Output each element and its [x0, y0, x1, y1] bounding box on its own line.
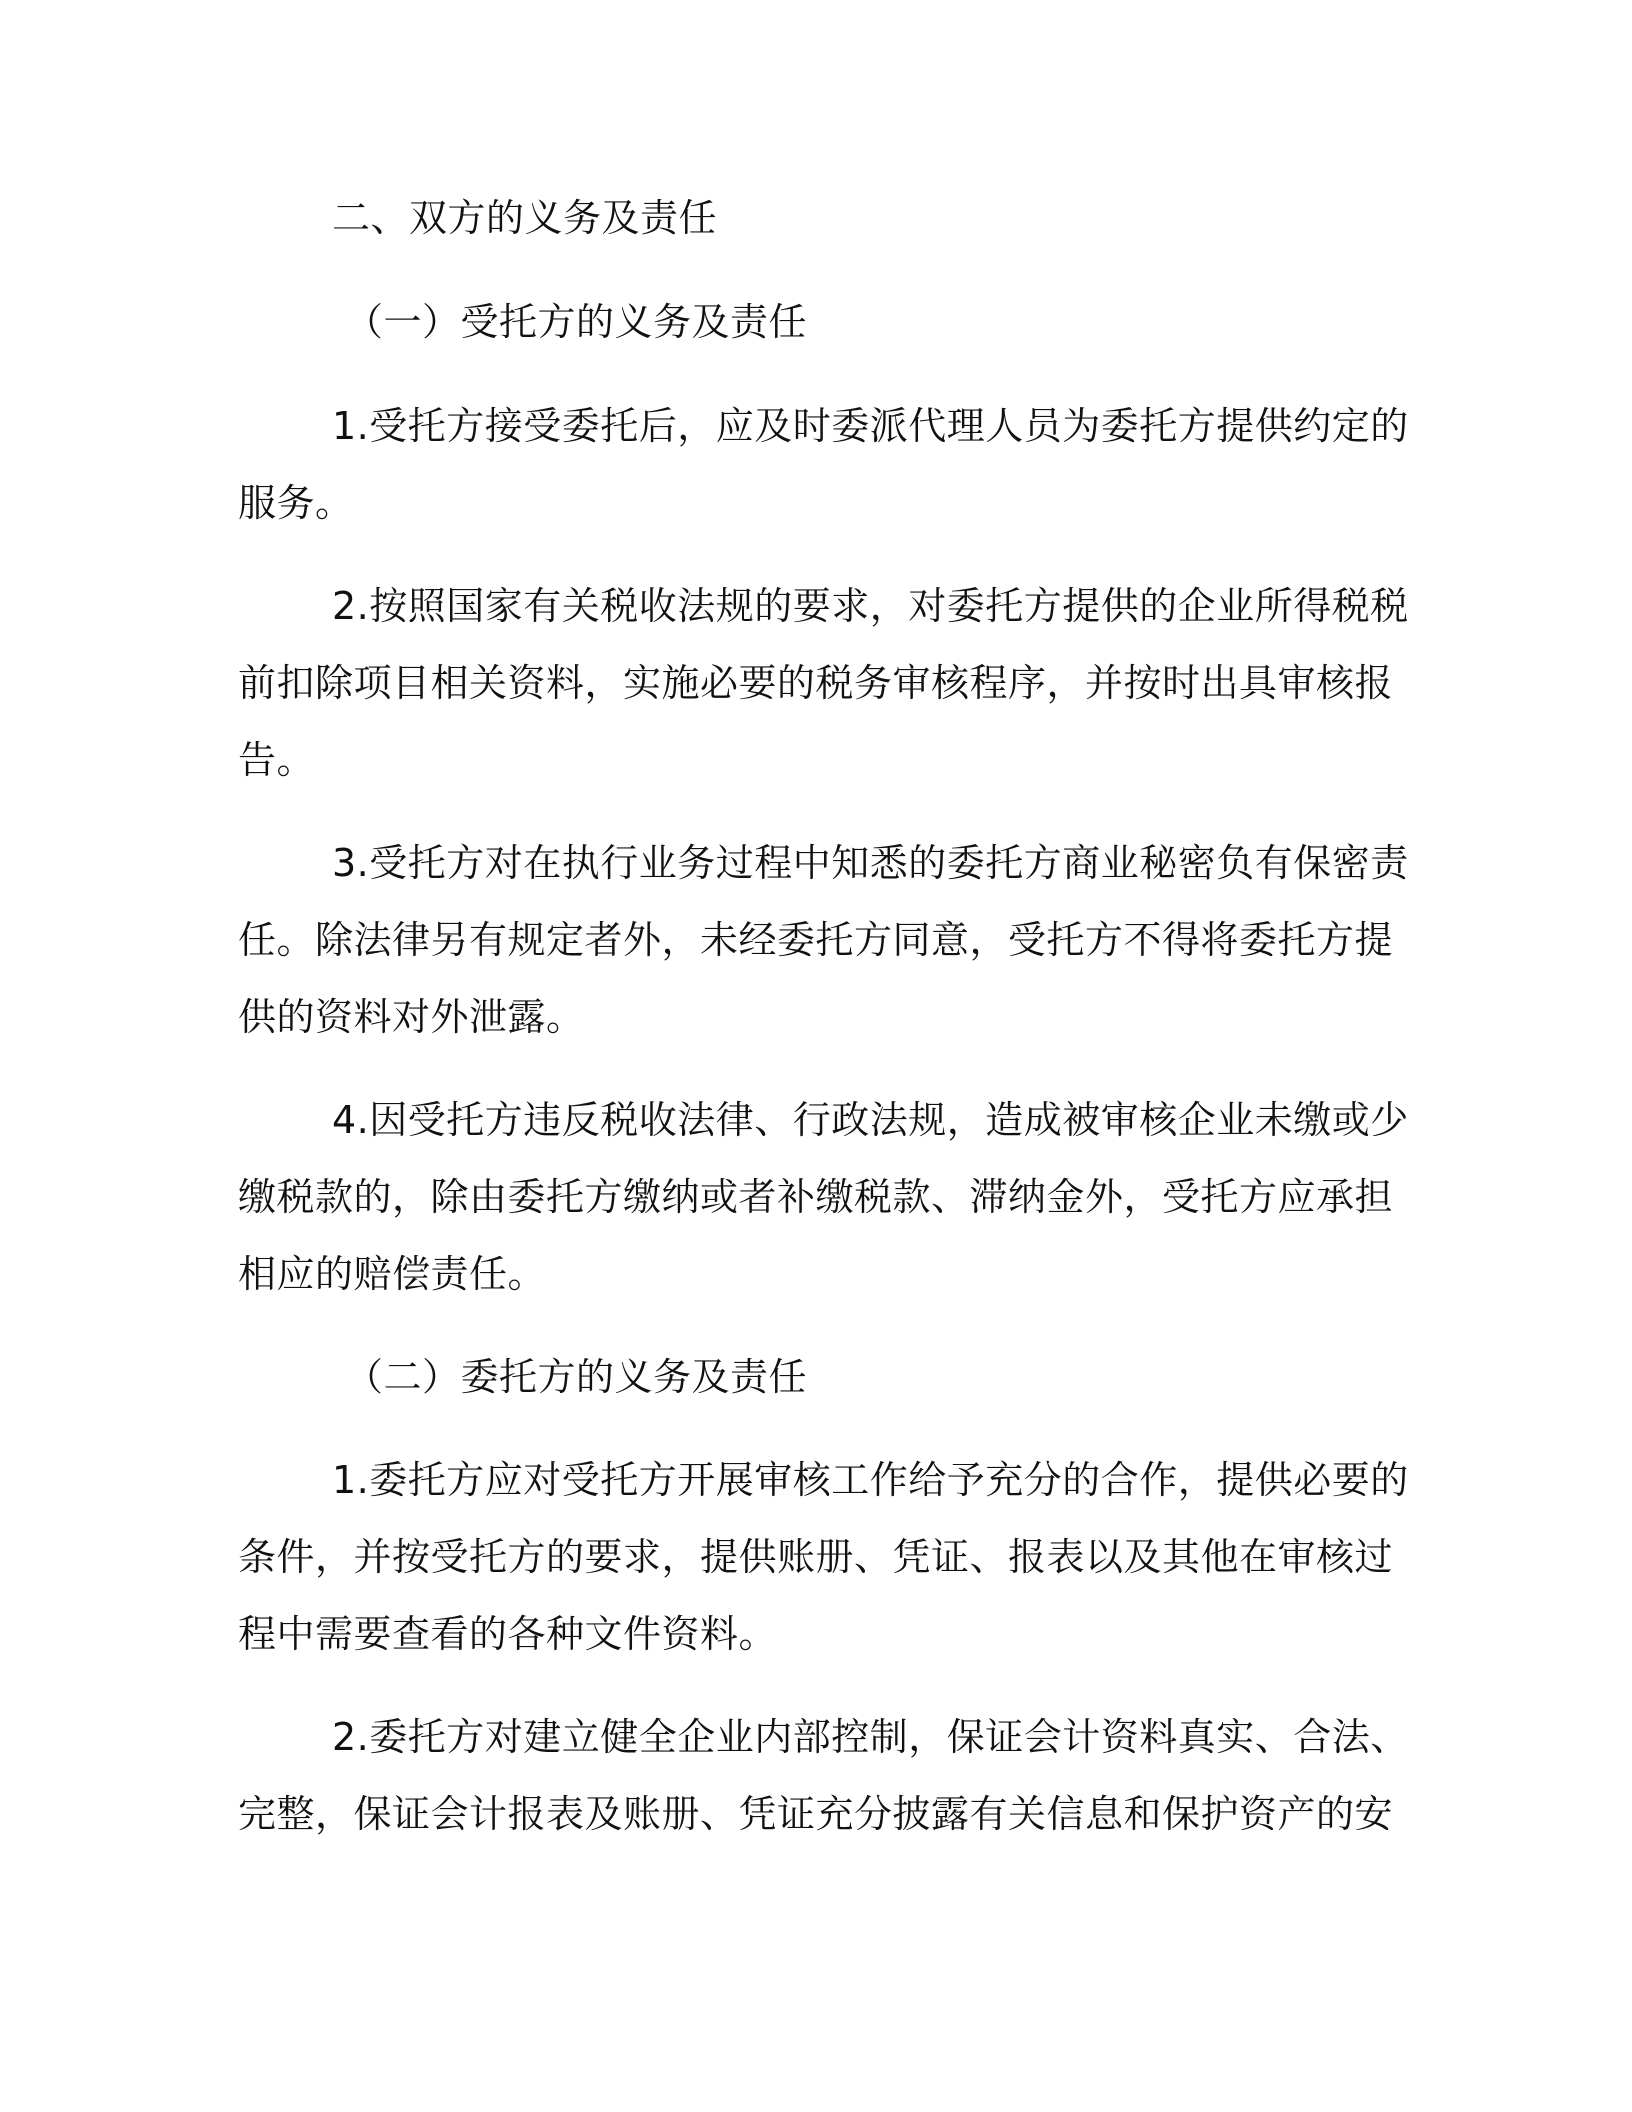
paragraph-line: 完整，保证会计报表及账册、凭证充分披露有关信息和保护资产的安	[238, 1792, 1394, 1836]
paragraph-line: 2.委托方对建立健全企业内部控制，保证会计资料真实、合法、	[332, 1715, 1409, 1759]
paragraph-line: 程中需要查看的各种文件资料。	[238, 1612, 778, 1656]
paragraph-line: 3.受托方对在执行业务过程中知悉的委托方商业秘密负有保密责	[332, 841, 1409, 885]
paragraph-line: 条件，并按受托方的要求，提供账册、凭证、报表以及其他在审核过	[238, 1535, 1394, 1579]
paragraph-line: 前扣除项目相关资料，实施必要的税务审核程序，并按时出具审核报	[238, 661, 1394, 705]
paragraph-line: 缴税款的，除由委托方缴纳或者补缴税款、滞纳金外，受托方应承担	[238, 1175, 1394, 1219]
paragraph-line: 1.委托方应对受托方开展审核工作给予充分的合作，提供必要的	[332, 1458, 1409, 1502]
subsection-heading-trustee: （一）受托方的义务及责任	[345, 300, 808, 344]
paragraph-line: 4.因受托方违反税收法律、行政法规，造成被审核企业未缴或少	[332, 1098, 1409, 1142]
paragraph-line: 任。除法律另有规定者外，未经委托方同意，受托方不得将委托方提	[238, 918, 1394, 962]
section-heading: 二、双方的义务及责任	[332, 196, 718, 240]
paragraph-line: 相应的赔偿责任。	[238, 1252, 547, 1296]
subsection-heading-client: （二）委托方的义务及责任	[345, 1355, 808, 1399]
paragraph-line: 1.受托方接受委托后，应及时委派代理人员为委托方提供约定的	[332, 404, 1409, 448]
paragraph-line: 服务。	[238, 481, 354, 525]
paragraph-line: 2.按照国家有关税收法规的要求，对委托方提供的企业所得税税	[332, 584, 1409, 628]
paragraph-line: 告。	[238, 738, 316, 782]
paragraph-line: 供的资料对外泄露。	[238, 995, 585, 1039]
